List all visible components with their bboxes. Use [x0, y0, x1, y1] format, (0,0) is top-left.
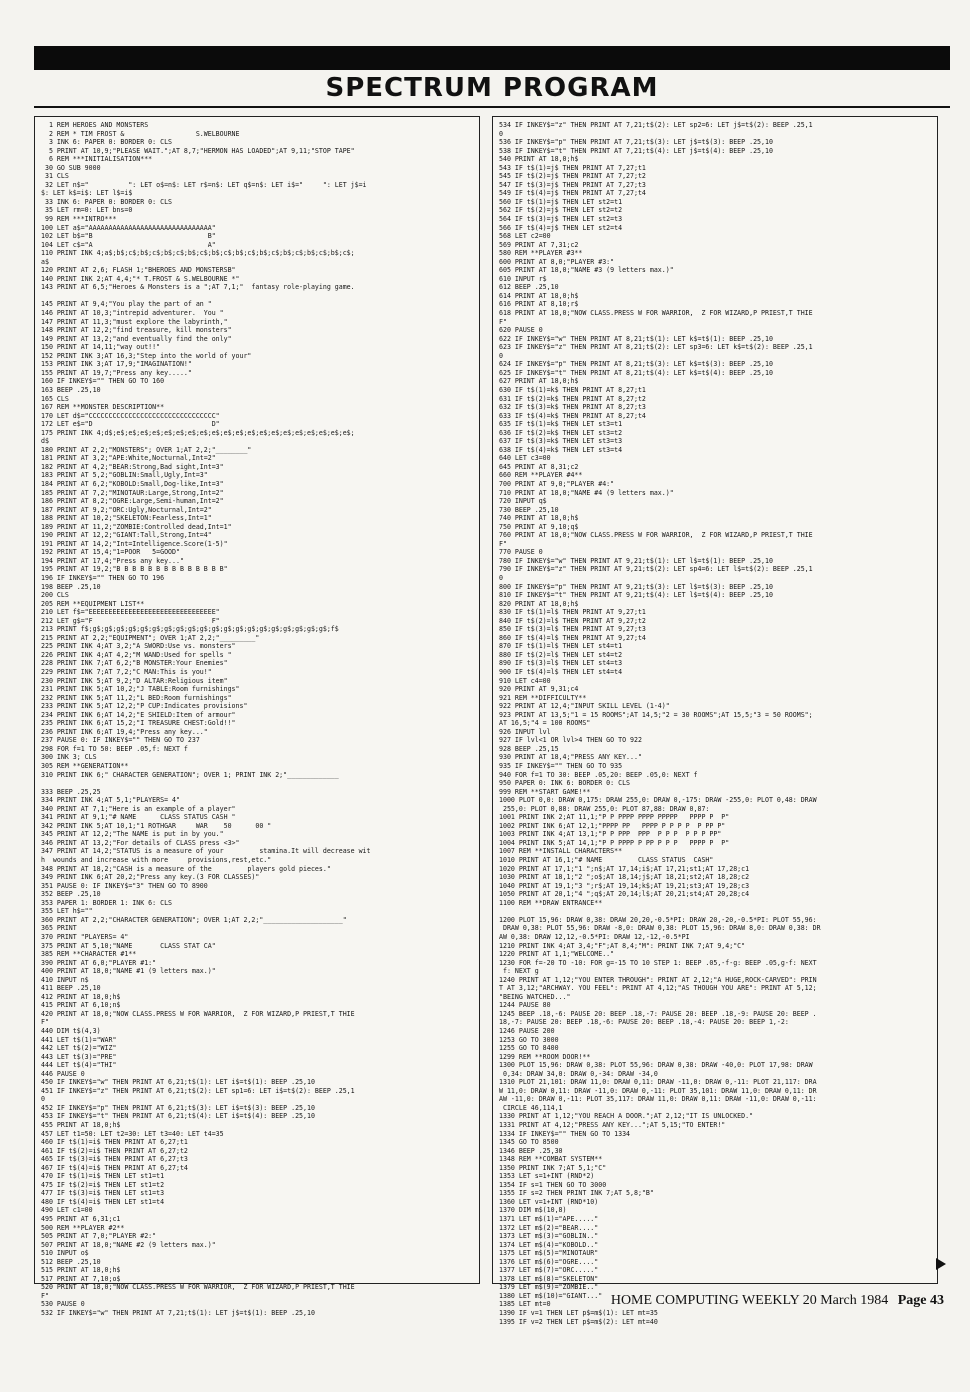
code-line: 375 PRINT AT 5,10;"NAME CLASS STAT CA" — [41, 941, 216, 950]
code-line: 1373 LET m$(3)="GOBLIN.." — [499, 1232, 599, 1241]
code-line: 102 LET b$="B B" — [41, 232, 216, 241]
code-line: 165 CLS — [41, 394, 69, 403]
code-line: 1346 BEEP .25,30 — [499, 1146, 563, 1155]
code-line: 189 PRINT AT 11,2;"ZOMBIE:Controlled dead,Int=1" — [41, 522, 232, 531]
code-line: 630 IF t$(1)=k$ THEN PRINT AT 8,27;t1 — [499, 385, 646, 394]
code-line: 446 PAUSE 0 — [41, 1069, 85, 1078]
code-line: 342 PRINT INK 5;AT 10,1;"1 ROTHGAR WAR 50 00 " — [41, 821, 272, 830]
code-line: 512 BEEP .25,10 — [41, 1257, 101, 1266]
code-line: 1001 PRINT INK 2;AT 11,1;"P P PPPP PPPP PPPPP PPPP P P" — [499, 813, 730, 822]
code-line: 505 PRINT AT 7,0;"PLAYER #2:" — [41, 1232, 157, 1241]
code-line: 6 REM ***INITIALISATION*** — [41, 155, 153, 164]
code-line: 334 PRINT INK 4;AT 5,1;"PLAYERS= 4" — [41, 796, 180, 805]
code-line: 923 PRINT AT 13,5;"1 = 15 ROOMS";AT 14,5;"2 = 30 ROOMS";AT 15,5;"3 = 50 ROOMS"; — [499, 710, 813, 719]
code-line: AW -11,0: DRAW 0,-11: PLOT 35,117: DRAW 11,0: DRAW 0,11: DRAW -11,0: DRAW 0,-11: — [499, 1095, 817, 1104]
code-line: 930 PRINT AT 18,4;"PRESS ANY KEY..." — [499, 753, 642, 762]
code-line: W 11,0: DRAW 0,11: DRAW -11,0: DRAW 0,-11: PLOT 35,101: DRAW 11,0: DRAW 0,11: DR — [499, 1086, 817, 1095]
code-line: 420 PRINT AT 18,0;"NOW CLASS.PRESS W FOR WARRIOR, Z FOR WIZARD,P PRIEST,T THIE — [41, 1009, 355, 1018]
code-line: 580 REM **PLAYER #3** — [499, 249, 583, 258]
code-line: 196 IF INKEY$="" THEN GO TO 196 — [41, 573, 165, 582]
code-line: 547 IF t$(3)=j$ THEN PRINT AT 7,27;t3 — [499, 180, 646, 189]
code-line: 566 IF t$(4)=j$ THEN LET st2=t4 — [499, 223, 623, 232]
code-line: 1040 PRINT AT 19,1;"3 ";r$;AT 19,14;k$;AT 19,21;st3;AT 19,28;c3 — [499, 881, 750, 890]
code-line: 1200 PLOT 15,96: DRAW 0,38: DRAW 20,20,-0.5*PI: DRAW 20,-20,-0.5*PI: PLOT 55,96: — [499, 915, 817, 924]
code-line: 163 BEEP .25,10 — [41, 385, 101, 394]
code-line: 231 PRINT INK 5;AT 10,2;"J TABLE:Room furnishings" — [41, 685, 240, 694]
code-line: 500 REM **PLAYER #2** — [41, 1223, 125, 1232]
code-line: 451 IF INKEY$="z" THEN PRINT AT 6,21;t$(2): LET sp1=6: LET i$=t$(2): BEEP .25,1 — [41, 1086, 355, 1095]
code-line: 1003 PRINT INK 4;AT 13,1;"P P PPP PPP P P P P P P PP" — [499, 830, 722, 839]
code-line: 530 PAUSE 0 — [41, 1300, 85, 1309]
code-line: 225 PRINT INK 4;AT 3,2;"A SWORD:Use vs. monsters" — [41, 642, 236, 651]
code-line: 870 IF t$(1)=l$ THEN LET st4=t1 — [499, 642, 623, 651]
code-line: 536 IF INKEY$="p" THEN PRINT AT 7,21;t$(3): LET j$=t$(3): BEEP .25,10 — [499, 138, 773, 147]
code-line: 1300 PLOT 15,96: DRAW 0,38: PLOT 55,96: DRAW 0,38: DRAW -40,0: PLOT 17,98: DRAW — [499, 1061, 813, 1070]
code-line: 0 — [499, 351, 503, 360]
code-line: 840 IF t$(2)=l$ THEN PRINT AT 9,27;t2 — [499, 616, 646, 625]
code-line: 1050 PRINT AT 20,1;"4 ";q$;AT 20,14;l$;AT 20,21;st4;AT 20,28;c4 — [499, 890, 750, 899]
code-line: 1334 IF INKEY$="" THEN GO TO 1334 — [499, 1129, 631, 1138]
code-line: 1002 PRINT INK 6;AT 12,1;"PPPP PP PPPP P P P P P PP P" — [499, 821, 726, 830]
code-line: 480 IF t$(4)=i$ THEN LET st1=t4 — [41, 1197, 165, 1206]
code-line: 0 — [499, 573, 503, 582]
code-line: 1030 PRINT AT 18,1;"2 ";o$;AT 18,14;j$;AT 18,21;st2;AT 18,28;c2 — [499, 873, 750, 882]
code-line: 0,34: DRAW 34,0: DRAW 0,-34: DRAW -34,0 — [499, 1069, 658, 1078]
code-line: 145 PRINT AT 9,4;"You play the part of an " — [41, 300, 212, 309]
code-line: 1310 PLOT 21,101: DRAW 11,0: DRAW 0,11: DRAW -11,0: DRAW 0,-11: PLOT 21,117: DRA — [499, 1078, 817, 1087]
code-line: 720 INPUT q$ — [499, 497, 547, 506]
continue-arrow-icon — [936, 1258, 946, 1270]
code-line: 187 PRINT AT 9,2;"ORC:Ugly,Nocturnal,Int=2" — [41, 505, 212, 514]
code-line: 0 — [41, 1095, 45, 1104]
code-line: 1253 GO TO 3000 — [499, 1035, 559, 1044]
code-line: 230 PRINT INK 5;AT 9,2;"D ALTAR:Religious item" — [41, 676, 228, 685]
code-line: 186 PRINT AT 8,2;"OGRE:Large,Semi-human,Int=2" — [41, 497, 224, 506]
code-line: f: NEXT g — [499, 967, 539, 976]
code-line: 194 PRINT AT 17,4;"Press any key..." — [41, 556, 184, 565]
code-line: 1375 LET m$(5)="MINOTAUR" — [499, 1249, 599, 1258]
code-line: 1245 BEEP .18,-6: PAUSE 20: BEEP .18,-7: PAUSE 20: BEEP .18,-9: PAUSE 20: BEEP . — [499, 1009, 817, 1018]
code-line: 490 LET c1=00 — [41, 1206, 93, 1215]
code-line: 147 PRINT AT 11,3;"must explore the labyrinth," — [41, 317, 228, 326]
code-line: 467 IF t$(4)=i$ THEN PRINT AT 6,27;t4 — [41, 1163, 188, 1172]
page-number: Page 43 — [897, 1293, 944, 1308]
code-line: 232 PRINT INK 5;AT 11,2;"L BED:Room furnishings" — [41, 693, 232, 702]
code-line: 190 PRINT AT 12,2;"GIANT:Tall,Strong,Int=4" — [41, 531, 212, 540]
code-line: 560 IF t$(1)=j$ THEN LET st2=t1 — [499, 197, 623, 206]
code-line: F" — [41, 1018, 49, 1027]
code-line: 18,-7: PAUSE 20: BEEP .18,-6: PAUSE 20: BEEP .18,-4: PAUSE 20: BEEP 1,-2: — [499, 1018, 789, 1027]
code-line: 600 PRINT AT 8,0;"PLAYER #3:" — [499, 257, 615, 266]
code-line: 99 REM ***INTRO*** — [41, 215, 117, 224]
code-line: 940 FOR f=1 TO 30: BEEP .05,20: BEEP .05,0: NEXT f — [499, 770, 698, 779]
code-line: 1000 PLOT 0,0: DRAW 0,175: DRAW 255,0: DRAW 0,-175: DRAW -255,0: PLOT 0,48: DRAW — [499, 796, 817, 805]
code-line: 310 PRINT INK 6;" CHARACTER GENERATION"; OVER 1; PRINT INK 2;"_____________ — [41, 770, 339, 779]
code-line: 1380 LET m$(10)="GIANT..." — [499, 1291, 603, 1300]
code-line: 300 INK 3; CLS — [41, 753, 97, 762]
magazine-page — [34, 46, 950, 1386]
code-line: 515 PRINT AT 18,0;h$ — [41, 1266, 121, 1275]
code-line: 645 PRINT AT 8,31;c2 — [499, 462, 579, 471]
code-line: 442 LET t$(2)="WIZ" — [41, 1044, 117, 1053]
code-line: 623 IF INKEY$="z" THEN PRINT AT 8,21;t$(2): LET sp3=6: LET k$=t$(2): BEEP .25,1 — [499, 343, 813, 352]
code-line: 3 INK 6: PAPER 0: BORDER 0: CLS — [41, 138, 173, 147]
code-line: 616 PRINT AT 8,10;r$ — [499, 300, 579, 309]
code-line: 460 IF t$(1)=i$ THEN PRINT AT 6,27;t1 — [41, 1138, 188, 1147]
code-line: 631 IF t$(2)=k$ THEN PRINT AT 8,27;t2 — [499, 394, 646, 403]
code-line: 790 IF INKEY$="z" THEN PRINT AT 9,21;t$(2): LET sp4=6: LET l$=t$(2): BEEP .25,1 — [499, 565, 813, 574]
code-line: 638 IF t$(4)=k$ THEN LET st3=t4 — [499, 445, 623, 454]
code-line: 1007 REM **INSTALL CHARACTERS** — [499, 847, 623, 856]
code-line: 1350 PRINT INK 7;AT 5,1;"C" — [499, 1163, 607, 1172]
code-line: 1299 REM **ROOM DOOR!** — [499, 1052, 591, 1061]
code-line: 5 PRINT AT 10,9;"PLEASE WAIT.";AT 8,7;"HERMON HAS LOADED";AT 9,11;"STOP TAPE" — [41, 146, 355, 155]
code-line: 770 PAUSE 0 — [499, 548, 543, 557]
code-line: CIRCLE 46,114,1 — [499, 1103, 563, 1112]
code-line: 568 LET c2=00 — [499, 232, 551, 241]
code-line: 605 PRINT AT 18,0;"NAME #3 (9 letters max.)" — [499, 266, 674, 275]
code-line: 160 IF INKEY$="" THEN GO TO 160 — [41, 377, 165, 386]
code-line: 495 PRINT AT 6,31;c1 — [41, 1215, 121, 1223]
code-line: 1370 DIM m$(10,8) — [499, 1206, 567, 1215]
code-line: 564 IF t$(3)=j$ THEN LET st2=t3 — [499, 215, 623, 224]
code-line: 920 PRINT AT 9,31;c4 — [499, 685, 579, 694]
code-line: 167 REM **MONSTER DESCRIPTION** — [41, 403, 165, 412]
listing-column-left — [34, 116, 480, 1318]
code-line: 470 IF t$(1)=i$ THEN LET st1=t1 — [41, 1172, 165, 1181]
code-line — [41, 779, 473, 788]
code-line: 549 IF t$(4)=j$ THEN PRINT AT 7,27;t4 — [499, 189, 646, 198]
code-line: 341 PRINT AT 9,1;"# NAME CLASS STATUS CASH " — [41, 813, 236, 822]
code-line: 477 IF t$(3)=i$ THEN LET st1=t3 — [41, 1189, 165, 1198]
code-line: 415 PRINT AT 6,10;n$ — [41, 1001, 121, 1010]
code-line: 1379 LET m$(9)="ZOMBIE.." — [499, 1283, 599, 1292]
code-line: 622 IF INKEY$="w" THEN PRINT AT 8,21;t$(1): LET k$=t$(1): BEEP .25,10 — [499, 334, 773, 343]
code-line: 351 PAUSE 0: IF INKEY$="3" THEN GO TO 8900 — [41, 881, 208, 890]
code-line: 740 PRINT AT 18,0;h$ — [499, 514, 579, 523]
code-line: 192 PRINT AT 15,4;"1=POOR 5=GOOD" — [41, 548, 180, 557]
code-line: 235 PRINT INK 6;AT 15,2;"I TREASURE CHEST:Gold!!" — [41, 719, 236, 728]
code-line: 928 BEEP .25,15 — [499, 744, 559, 753]
code-line: 120 PRINT AT 2,6; FLASH 1;"BHEROES AND MONSTERSB" — [41, 266, 236, 275]
code-line: 1255 GO TO 8400 — [499, 1044, 559, 1053]
code-line: 1020 PRINT AT 17,1;"1 ";n$;AT 17,14;i$;AT 17,21;st1;AT 17,28;c1 — [499, 864, 750, 873]
code-line: 632 IF t$(3)=k$ THEN PRINT AT 8,27;t3 — [499, 403, 646, 412]
code-line: 33 INK 6: PAPER 0: BORDER 0: CLS — [41, 197, 173, 206]
code-line: 710 PRINT AT 18,0;"NAME #4 (9 letters max.)" — [499, 488, 674, 497]
code-line: 750 PRINT AT 9,10;q$ — [499, 522, 579, 531]
code-line: 465 IF t$(3)=i$ THEN PRINT AT 6,27;t3 — [41, 1155, 188, 1164]
code-line: 730 BEEP .25,10 — [499, 505, 559, 514]
code-line: F" — [499, 317, 507, 326]
code-line: 1230 FOR f=-20 TO -10: FOR g=-15 TO 10 STEP 1: BEEP .05,-f-g: BEEP .05,g-f: NEXT — [499, 958, 817, 967]
code-line: 443 LET t$(3)="PRE" — [41, 1052, 117, 1061]
code-line: 1 REM HEROES AND MONSTERS — [41, 121, 149, 129]
code-line: 30 GO SUB 9000 — [41, 163, 101, 172]
code-line: 400 PRINT AT 18,0;"NAME #1 (9 letters max.)" — [41, 967, 216, 976]
code-line: 155 PRINT AT 19,7;"Press any key....." — [41, 368, 192, 377]
code-line: 441 LET t$(1)="WAR" — [41, 1035, 117, 1044]
code-line: 760 PRINT AT 18,0;"NOW CLASS.PRESS W FOR WARRIOR, Z FOR WIZARD,P PRIEST,T THIE — [499, 531, 813, 540]
code-line: 935 IF INKEY$="" THEN GO TO 935 — [499, 762, 623, 771]
code-line: 1377 LET m$(7)="ORC....." — [499, 1266, 599, 1275]
code-line: 348 PRINT AT 18,2;"CASH is a measure of the players gold pieces." — [41, 864, 331, 873]
code-line: 110 PRINT INK 4;a$;b$;c$;b$;c$;b$;c$;b$;c$;b$;c$;b$;c$;b$;c$;b$;c$;b$;c$;b$;c$; — [41, 249, 355, 258]
code-line: 1355 IF s=2 THEN PRINT INK 7;AT 5,8;"B" — [499, 1189, 654, 1198]
page-title: SPECTRUM PROGRAM — [325, 73, 659, 103]
code-line: 1385 LET mt=0 — [499, 1300, 551, 1309]
code-line: 820 PRINT AT 18,0;h$ — [499, 599, 579, 608]
code-line: 860 IF t$(4)=l$ THEN PRINT AT 9,27;t4 — [499, 633, 646, 642]
code-line: 637 IF t$(3)=k$ THEN LET st3=t3 — [499, 437, 623, 446]
code-line: 35 LET rm=0: LET bns=0 — [41, 206, 133, 215]
code-line: 534 IF INKEY$="z" THEN PRINT AT 7,21;t$(2): LET sp2=6: LET j$=t$(2): BEEP .25,1 — [499, 121, 813, 129]
code-line: 510 INPUT o$ — [41, 1249, 89, 1258]
code-line: 228 PRINT INK 7;AT 6,2;"B MONSTER:Your Enemies" — [41, 659, 228, 668]
code-line: 1353 LET s=1+INT (RND*2) — [499, 1172, 595, 1181]
code-line: 213 PRINT f$;g$;g$;g$;g$;g$;g$;g$;g$;g$;g$;g$;g$;g$;g$;g$;g$;g$;g$;g$;g$;f$ — [41, 625, 339, 634]
code-line: 149 PRINT AT 13,2;"and eventually find the only" — [41, 334, 232, 343]
code-line: 210 LET f$="EEEEEEEEEEEEEEEEEEEEEEEEEEEEEEEE" — [41, 608, 220, 617]
code-line: 636 IF t$(2)=k$ THEN LET st3=t2 — [499, 428, 623, 437]
code-line: 517 PRINT AT 7,10;o$ — [41, 1274, 121, 1283]
code-line: 569 PRINT AT 7,31;c2 — [499, 240, 579, 249]
code-line: 175 PRINT INK 4;d$;e$;e$;e$;e$;e$;e$;e$;e$;e$;e$;e$;e$;e$;e$;e$;e$;e$;e$;e$;e$; — [41, 428, 355, 437]
code-line: 1240 PRINT AT 1,12;"YOU ENTER THROUGH": PRINT AT 2,12;"A HUGE,ROCK-CARVED": PRIN — [499, 975, 817, 984]
code-line: 532 IF INKEY$="w" THEN PRINT AT 7,21;t$(1): LET j$=t$(1): BEEP .25,10 — [41, 1309, 315, 1318]
code-line: 1210 PRINT INK 4;AT 3,4;"F";AT 8,4;"M": PRINT INK 7;AT 9,4;"C" — [499, 941, 746, 950]
code-line: 180 PRINT AT 2,2;"MONSTERS"; OVER 1;AT 2,2;"________" — [41, 445, 252, 454]
code-line: 237 PAUSE 0: IF INKEY$="" THEN GO TO 237 — [41, 736, 200, 745]
code-line: 198 BEEP .25,10 — [41, 582, 101, 591]
code-line: 1360 LET v=1+INT (RND*10) — [499, 1197, 599, 1206]
code-line: 800 IF INKEY$="p" THEN PRINT AT 9,21;t$(3): LET l$=t$(3): BEEP .25,10 — [499, 582, 773, 591]
code-line: 452 IF INKEY$="p" THEN PRINT AT 6,21;t$(3): LET i$=t$(3): BEEP .25,10 — [41, 1103, 315, 1112]
code-line: 545 IF t$(2)=j$ THEN PRINT AT 7,27;t2 — [499, 172, 646, 181]
code-line: 229 PRINT INK 7;AT 7,2;"C MAN:This is you!" — [41, 668, 212, 676]
code-line: F" — [41, 1291, 49, 1300]
code-line: 205 REM **EQUIPMENT LIST** — [41, 599, 145, 608]
header-bar — [34, 46, 950, 70]
code-line: 183 PRINT AT 5,2;"GOBLIN:Small,Ugly,Int=3" — [41, 471, 208, 480]
code-line: 1395 IF v=2 THEN LET p$=m$(2): LET mt=40 — [499, 1317, 658, 1326]
code-line: 635 IF t$(1)=k$ THEN LET st3=t1 — [499, 420, 623, 429]
code-line: AW 0,38: DRAW 12,12,-0.5*PI: DRAW 12,-12,-0.5*PI — [499, 932, 690, 941]
code-line: AT 16,5;"4 = 100 ROOMS" — [499, 719, 591, 728]
header — [34, 70, 950, 106]
code-line: 412 PRINT AT 18,0;h$ — [41, 992, 121, 1001]
page-footer — [34, 1293, 944, 1309]
code-line: 1354 IF s=1 THEN GO TO 3000 — [499, 1180, 607, 1189]
code-listing-left — [41, 121, 473, 1318]
code-line: 152 PRINT INK 3;AT 16,3;"Step into the world of your" — [41, 351, 252, 360]
code-line: 345 PRINT AT 12,2;"The NAME is put in by you." — [41, 830, 224, 839]
code-line: 620 PAUSE 0 — [499, 326, 543, 335]
code-line: 215 PRINT AT 2,2;"EQUIPMENT"; OVER 1;AT 2,2;"_________" — [41, 633, 260, 642]
code-line: 172 LET e$="D D" — [41, 420, 220, 429]
code-line: 385 REM **CHARACTER #1** — [41, 950, 137, 959]
code-line: 170 LET d$="CCCCCCCCCCCCCCCCCCCCCCCCCCCCCCCC" — [41, 411, 220, 420]
code-line: 627 PRINT AT 18,0;h$ — [499, 377, 579, 386]
code-line: 182 PRINT AT 4,2;"BEAR:Strong,Bad sight,Int=3" — [41, 462, 224, 471]
code-line: F" — [499, 539, 507, 548]
code-line: 226 PRINT INK 4;AT 4,2;"M WAND:Used for spells " — [41, 650, 232, 659]
code-line: a$ — [41, 257, 49, 266]
code-line: 1246 PAUSE 200 — [499, 1026, 555, 1035]
code-line: 507 PRINT AT 18,0;"NAME #2 (9 letters max.)" — [41, 1240, 216, 1249]
code-line: 200 CLS — [41, 591, 69, 600]
code-line: 370 PRINT "PLAYERS= 4" — [41, 932, 129, 941]
code-line: 185 PRINT AT 7,2;"MINOTAUR:Large,Strong,Int=2" — [41, 488, 224, 497]
code-line: 1371 LET m$(1)="APE....." — [499, 1215, 599, 1223]
code-line: 234 PRINT INK 6;AT 14,2;"E SHIELD:Item of armour" — [41, 710, 236, 719]
code-line: 212 LET g$="F F" — [41, 616, 220, 625]
code-line: DRAW 0,38: PLOT 55,96: DRAW -8,0: DRAW 0,38: PLOT 15,96: DRAW 8,0: DRAW 0,38: DR — [499, 924, 821, 933]
code-line: 148 PRINT AT 12,2;"find treasure, kill monsters" — [41, 326, 232, 335]
code-line: 475 IF t$(2)=i$ THEN LET st1=t2 — [41, 1180, 165, 1189]
code-line — [499, 907, 931, 916]
code-line: 1376 LET m$(6)="OGRE...." — [499, 1257, 599, 1266]
code-line: 100 LET a$="AAAAAAAAAAAAAAAAAAAAAAAAAAAAAAA" — [41, 223, 216, 232]
code-line: 360 PRINT AT 2,2;"CHARACTER GENERATION"; OVER 1;AT 2,2;"____________________" — [41, 915, 347, 924]
code-line: 1010 PRINT AT 16,1;"# NAME CLASS STATUS CASH" — [499, 856, 714, 865]
code-line: 890 IF t$(3)=l$ THEN LET st4=t3 — [499, 659, 623, 668]
code-line: 195 PRINT AT 19,2;"B B B B B B B B B B B B B B" — [41, 565, 228, 574]
code-line: 562 IF t$(2)=j$ THEN LET st2=t2 — [499, 206, 623, 215]
code-line: 305 REM **GENERATION** — [41, 762, 129, 771]
code-line: 184 PRINT AT 6,2;"KOBOLD:Small,Dog-like,Int=3" — [41, 479, 224, 488]
code-line: 1244 PAUSE 80 — [499, 1001, 551, 1010]
code-line: 1378 LET m$(8)="SKELETON" — [499, 1274, 599, 1283]
code-line: 153 PRINT INK 3;AT 17,9;"IMAGINATION!" — [41, 360, 192, 369]
code-line: 614 PRINT AT 18,0;h$ — [499, 291, 579, 300]
code-line: 780 IF INKEY$="w" THEN PRINT AT 9,21;t$(1): LET l$=t$(1): BEEP .25,10 — [499, 556, 773, 565]
code-line: 1348 REM **COMBAT SYSTEM** — [499, 1155, 603, 1164]
code-line: 1374 LET m$(4)="KOBOLD.." — [499, 1240, 599, 1249]
code-line: 1220 PRINT AT 1,1;"WELCOME.." — [499, 950, 615, 959]
code-line: $: LET k$=i$: LET l$=i$ — [41, 189, 133, 198]
code-line: 298 FOR f=1 TO 50: BEEP .05,f: NEXT f — [41, 744, 188, 753]
code-line: 346 PRINT AT 13,2;"For details of CLASS press <3>" — [41, 838, 240, 847]
code-line: 104 LET c$="A A" — [41, 240, 216, 249]
code-line: 1345 GO TO 8500 — [499, 1138, 559, 1147]
code-line: 150 PRINT AT 14,11;"way out!!" — [41, 343, 161, 352]
code-line: 625 IF INKEY$="t" THEN PRINT AT 8,21;t$(4): LET k$=t$(4): BEEP .25,10 — [499, 368, 773, 377]
code-line: 1331 PRINT AT 4,12;"PRESS ANY KEY...";AT 5,15;"TO ENTER!" — [499, 1120, 726, 1129]
code-line: 140 PRINT INK 2;AT 4,4;"* T.FROST & S.WELBOURNE *" — [41, 274, 240, 283]
code-line: 1330 PRINT AT 1,12;"YOU REACH A DOOR.";AT 2,12;"IT IS UNLOCKED." — [499, 1112, 754, 1121]
code-line: T AT 3,12;"ARCHWAY. YOU FEEL": PRINT AT 4,12;"AS THOUGH YOU ARE": PRINT AT 5,12; — [499, 984, 817, 993]
code-line: 900 IF t$(4)=l$ THEN LET st4=t4 — [499, 668, 623, 676]
code-line: 365 PRINT — [41, 924, 77, 933]
code-line: 618 PRINT AT 18,0;"NOW CLASS.PRESS W FOR WARRIOR, Z FOR WIZARD,P PRIEST,T THIE — [499, 309, 813, 318]
code-line: 1390 IF v=1 THEN LET p$=m$(1): LET mt=35 — [499, 1309, 658, 1318]
code-line: 1372 LET m$(2)="BEAR...." — [499, 1223, 599, 1232]
code-line: 457 LET t1=50: LET t2=30: LET t3=40: LET t4=35 — [41, 1129, 224, 1138]
code-line: 926 INPUT lvl — [499, 727, 551, 736]
code-line: 540 PRINT AT 18,0;h$ — [499, 155, 579, 164]
code-line: 143 PRINT AT 6,5;"Heroes & Monsters is a ";AT 7,1;" fantasy role-playing game. — [41, 283, 355, 292]
code-line: 950 PAPER 0: INK 6: BORDER 0: CLS — [499, 779, 631, 788]
code-listing-right — [499, 121, 931, 1326]
code-line: 450 IF INKEY$="w" THEN PRINT AT 6,21;t$(1): LET i$=t$(1): BEEP .25,10 — [41, 1078, 315, 1087]
publication-line: HOME COMPUTING WEEKLY 20 March 1984 — [610, 1293, 889, 1308]
code-line: 146 PRINT AT 10,3;"intrepid adventurer. You " — [41, 309, 224, 318]
code-line: 1100 REM **DRAW ENTRANCE** — [499, 898, 603, 907]
code-line: 349 PRINT INK 6;AT 20,2;"Press any key.(3 FOR CLASSES)" — [41, 873, 260, 882]
code-line: 255,0: PLOT 0,88: DRAW 255,0: PLOT 87,88: DRAW 0,87: — [499, 804, 710, 813]
code-line: 624 IF INKEY$="p" THEN PRINT AT 8,21;t$(3): LET k$=t$(3): BEEP .25,10 — [499, 360, 773, 369]
code-line: 233 PRINT INK 5;AT 12,2;"P CUP:Indicates provisions" — [41, 702, 248, 711]
code-line: 660 REM **PLAYER #4** — [499, 471, 583, 480]
code-line: 0 — [499, 129, 503, 138]
code-line: 2 REM * TIM FROST & S.WELBOURNE — [41, 129, 240, 138]
code-line: h wounds and increase with more provisions,rest,etc." — [41, 856, 272, 865]
code-line: 910 LET c4=00 — [499, 676, 551, 685]
code-line: 355 LET h$="" — [41, 907, 93, 916]
code-line: 538 IF INKEY$="t" THEN PRINT AT 7,21;t$(4): LET j$=t$(4): BEEP .25,10 — [499, 146, 773, 155]
code-line: 880 IF t$(2)=l$ THEN LET st4=t2 — [499, 650, 623, 659]
code-line: 999 REM **START GAME!** — [499, 787, 591, 796]
code-line: 461 IF t$(2)=i$ THEN PRINT AT 6,27;t2 — [41, 1146, 188, 1155]
code-line: 830 IF t$(1)=l$ THEN PRINT AT 9,27;t1 — [499, 608, 646, 617]
code-line: 188 PRINT AT 10,2;"SKELETON:Fearless,Int=1" — [41, 514, 212, 523]
code-line: 455 PRINT AT 18,0;h$ — [41, 1120, 121, 1129]
code-line: 390 PRINT AT 6,0;"PLAYER #1:" — [41, 958, 157, 967]
code-line: 353 PAPER 1: BORDER 1: INK 6: CLS — [41, 898, 173, 907]
code-line: 352 BEEP .25,10 — [41, 890, 101, 899]
code-line: 810 IF INKEY$="t" THEN PRINT AT 9,21;t$(4): LET l$=t$(4): BEEP .25,10 — [499, 591, 773, 600]
code-line: "BEING WATCHED..." — [499, 992, 571, 1001]
code-line: 922 PRINT AT 12,4;"INPUT SKILL LEVEL (1-4)" — [499, 702, 670, 711]
code-line: 191 PRINT AT 14,2;"Int=Intelligence.Score(1-5)" — [41, 539, 228, 548]
code-line: 850 IF t$(3)=l$ THEN PRINT AT 9,27;t3 — [499, 625, 646, 634]
title-rule — [34, 106, 950, 108]
code-line: 347 PRINT AT 14,2;"STATUS is a measure of your stamina.It will decrease wit — [41, 847, 371, 856]
code-line: 610 INPUT r$ — [499, 274, 547, 283]
code-line: 32 LET n$=" ": LET o$=n$: LET r$=n$: LET q$=n$: LET i$=" ": LET j$=i — [41, 180, 367, 189]
code-line: 543 IF t$(1)=j$ THEN PRINT AT 7,27;t1 — [499, 163, 646, 172]
code-line: 340 PRINT AT 7,1;"Here is an example of a player" — [41, 804, 236, 813]
code-line: 1004 PRINT INK 5;AT 14,1;"P P PPPP P PP P P P PPPP P P" — [499, 838, 730, 847]
code-line: 333 BEEP .25,25 — [41, 787, 101, 796]
code-line: 640 LET c3=00 — [499, 454, 551, 463]
code-line: 410 INPUT n$ — [41, 975, 89, 984]
code-line — [41, 292, 473, 301]
code-line: 921 REM **DIFFICULTY** — [499, 693, 587, 702]
code-line: 236 PRINT INK 6;AT 19,4;"Press any key..." — [41, 727, 208, 736]
code-line: 181 PRINT AT 3,2;"APE:White,Nocturnal,Int=2" — [41, 454, 216, 463]
code-line: 440 DIM t$(4,3) — [41, 1026, 101, 1035]
code-line: 520 PRINT AT 18,0;"NOW CLASS.PRESS W FOR WARRIOR, Z FOR WIZARD,P PRIEST,T THIE — [41, 1283, 355, 1292]
code-line: 444 LET t$(4)="THI" — [41, 1061, 117, 1070]
code-line: 927 IF lvl<1 OR lvl>4 THEN GO TO 922 — [499, 736, 642, 745]
code-line: d$ — [41, 437, 49, 446]
code-line: 633 IF t$(4)=k$ THEN PRINT AT 8,27;t4 — [499, 411, 646, 420]
code-line: 700 PRINT AT 9,0;"PLAYER #4:" — [499, 479, 615, 488]
code-line: 612 BEEP .25,10 — [499, 283, 559, 292]
code-line: 31 CLS — [41, 172, 69, 181]
code-line: 411 BEEP .25,10 — [41, 984, 101, 993]
code-line: 453 IF INKEY$="t" THEN PRINT AT 6,21;t$(4): LET i$=t$(4): BEEP .25,10 — [41, 1112, 315, 1121]
